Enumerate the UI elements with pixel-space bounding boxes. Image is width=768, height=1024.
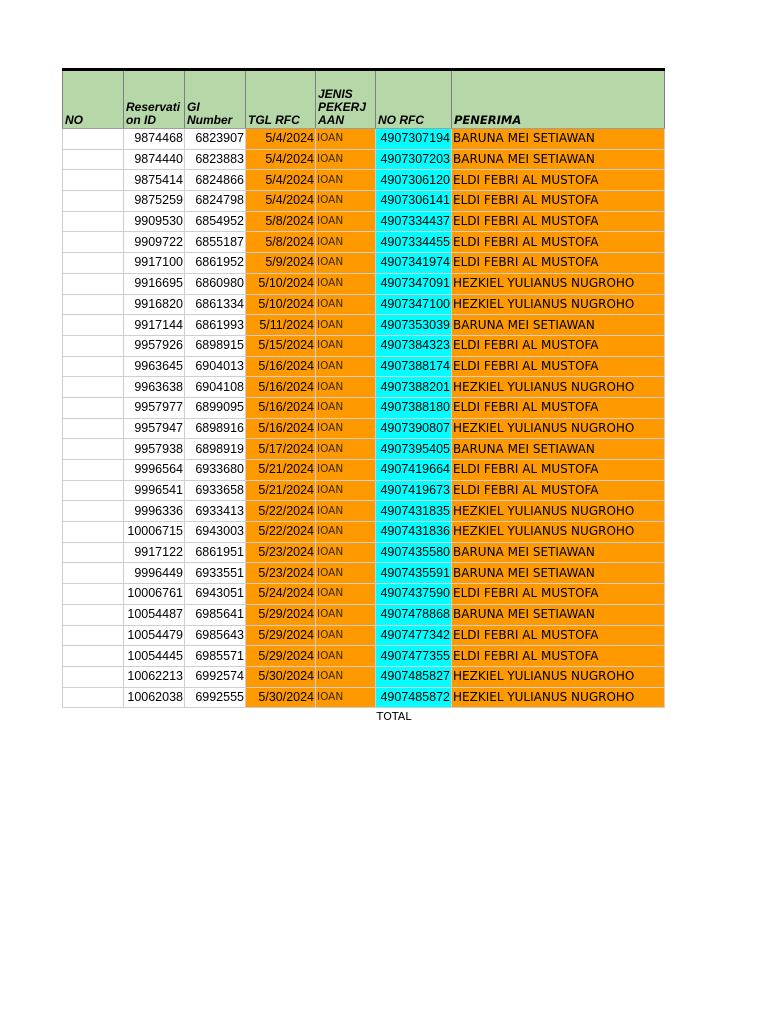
header-reservation-id[interactable]: Reservati on ID (124, 70, 185, 129)
cell-reservation-id[interactable]: 9917144 (124, 315, 185, 336)
cell-gi-number[interactable]: 6898915 (185, 335, 246, 356)
table-row (63, 397, 665, 418)
cell-jenis-pekerjaan[interactable]: IOAN (316, 501, 376, 522)
cell-reservation-id[interactable]: 9916820 (124, 294, 185, 315)
table-row (63, 522, 665, 543)
cell-gi-number[interactable]: 6985571 (185, 646, 246, 667)
cell-gi-number[interactable]: 6899095 (185, 397, 246, 418)
cell-penerima[interactable]: ELDI FEBRI AL MUSTOFA (452, 480, 665, 501)
cell-no-rfc[interactable]: 4907477355 (376, 646, 452, 667)
total-label[interactable]: TOTAL (376, 710, 412, 724)
cell-tgl-rfc[interactable]: 5/15/2024 (246, 335, 316, 356)
cell-no[interactable] (63, 335, 124, 356)
cell-penerima[interactable]: HEZKIEL YULIANUS NUGROHO (452, 377, 665, 398)
cell-reservation-id[interactable]: 9957977 (124, 397, 185, 418)
cell-reservation-id[interactable]: 9957938 (124, 439, 185, 460)
cell-reservation-id[interactable]: 9875414 (124, 170, 185, 191)
header-tgl-rfc[interactable]: TGL RFC (246, 70, 316, 129)
table-body (63, 129, 665, 708)
total-row (63, 708, 665, 727)
cell-reservation-id[interactable]: 10062213 (124, 666, 185, 687)
cell-tgl-rfc[interactable]: 5/4/2024 (246, 129, 316, 150)
cell-no[interactable] (63, 666, 124, 687)
cell-no[interactable] (63, 542, 124, 563)
cell-gi-number[interactable]: 6823883 (185, 149, 246, 170)
cell-reservation-id[interactable]: 10006761 (124, 584, 185, 605)
cell-penerima[interactable]: ELDI FEBRI AL MUSTOFA (452, 625, 665, 646)
cell-penerima[interactable]: ELDI FEBRI AL MUSTOFA (452, 584, 665, 605)
cell-gi-number[interactable]: 6943051 (185, 584, 246, 605)
cell-penerima[interactable]: ELDI FEBRI AL MUSTOFA (452, 335, 665, 356)
cell-no-rfc[interactable]: 4907390807 (376, 418, 452, 439)
cell-no[interactable] (63, 356, 124, 377)
cell-jenis-pekerjaan[interactable]: IOAN (316, 191, 376, 212)
cell-no-rfc[interactable]: 4907435591 (376, 563, 452, 584)
cell-tgl-rfc[interactable]: 5/16/2024 (246, 418, 316, 439)
cell-no[interactable] (63, 397, 124, 418)
cell-reservation-id[interactable]: 9875259 (124, 191, 185, 212)
cell-reservation-id[interactable]: 10054445 (124, 646, 185, 667)
table-row (63, 439, 665, 460)
cell-no-rfc[interactable]: 4907334437 (376, 211, 452, 232)
cell-tgl-rfc[interactable]: 5/29/2024 (246, 646, 316, 667)
cell-no[interactable] (63, 170, 124, 191)
cell-no-rfc[interactable]: 4907306120 (376, 170, 452, 191)
cell-penerima[interactable]: HEZKIEL YULIANUS NUGROHO (452, 418, 665, 439)
table-row (63, 625, 665, 646)
cell-jenis-pekerjaan[interactable]: IOAN (316, 542, 376, 563)
cell-reservation-id[interactable]: 9909722 (124, 232, 185, 253)
cell-tgl-rfc[interactable]: 5/16/2024 (246, 397, 316, 418)
header-row (63, 70, 665, 129)
table-row (63, 149, 665, 170)
cell-jenis-pekerjaan[interactable]: IOAN (316, 232, 376, 253)
cell-gi-number[interactable]: 6898916 (185, 418, 246, 439)
cell-tgl-rfc[interactable]: 5/4/2024 (246, 170, 316, 191)
table-row (63, 232, 665, 253)
cell-reservation-id[interactable]: 9957926 (124, 335, 185, 356)
table-row (63, 273, 665, 294)
cell-penerima[interactable]: BARUNA MEI SETIAWAN (452, 604, 665, 625)
cell-jenis-pekerjaan[interactable]: IOAN (316, 273, 376, 294)
total-spacer (246, 708, 316, 727)
cell-reservation-id[interactable]: 9996449 (124, 563, 185, 584)
table-row (63, 377, 665, 398)
cell-no-rfc[interactable]: 4907431836 (376, 522, 452, 543)
cell-tgl-rfc[interactable]: 5/24/2024 (246, 584, 316, 605)
table-row (63, 418, 665, 439)
cell-reservation-id[interactable]: 9916695 (124, 273, 185, 294)
cell-jenis-pekerjaan[interactable]: IOAN (316, 315, 376, 336)
cell-tgl-rfc[interactable]: 5/4/2024 (246, 149, 316, 170)
cell-penerima[interactable]: ELDI FEBRI AL MUSTOFA (452, 170, 665, 191)
cell-penerima[interactable]: ELDI FEBRI AL MUSTOFA (452, 232, 665, 253)
table-row (63, 129, 665, 150)
table-row (63, 460, 665, 481)
total-spacer (124, 708, 185, 727)
table-row (63, 542, 665, 563)
cell-gi-number[interactable]: 6933413 (185, 501, 246, 522)
table-row (63, 294, 665, 315)
cell-no-rfc[interactable]: 4907347091 (376, 273, 452, 294)
cell-jenis-pekerjaan[interactable]: IOAN (316, 170, 376, 191)
cell-gi-number[interactable]: 6992574 (185, 666, 246, 687)
cell-penerima[interactable]: BARUNA MEI SETIAWAN (452, 315, 665, 336)
cell-penerima[interactable]: BARUNA MEI SETIAWAN (452, 563, 665, 584)
cell-no[interactable] (63, 501, 124, 522)
cell-no-rfc[interactable]: 4907307194 (376, 129, 452, 150)
cell-penerima[interactable]: BARUNA MEI SETIAWAN (452, 542, 665, 563)
table-row (63, 501, 665, 522)
cell-no[interactable] (63, 211, 124, 232)
cell-tgl-rfc[interactable]: 5/29/2024 (246, 625, 316, 646)
header-penerima[interactable]: PENERIMA (452, 70, 665, 129)
cell-no[interactable] (63, 294, 124, 315)
cell-no-rfc[interactable]: 4907435580 (376, 542, 452, 563)
cell-penerima[interactable]: HEZKIEL YULIANUS NUGROHO (452, 501, 665, 522)
cell-reservation-id[interactable]: 9996336 (124, 501, 185, 522)
cell-reservation-id[interactable]: 9874440 (124, 149, 185, 170)
cell-tgl-rfc[interactable]: 5/30/2024 (246, 687, 316, 708)
table-row (63, 646, 665, 667)
total-spacer (316, 708, 376, 727)
cell-no-rfc[interactable]: 4907334455 (376, 232, 452, 253)
table-row (63, 584, 665, 605)
cell-gi-number[interactable]: 6985641 (185, 604, 246, 625)
cell-gi-number[interactable]: 6824866 (185, 170, 246, 191)
cell-penerima[interactable]: ELDI FEBRI AL MUSTOFA (452, 253, 665, 274)
cell-penerima[interactable]: ELDI FEBRI AL MUSTOFA (452, 211, 665, 232)
cell-gi-number[interactable]: 6823907 (185, 129, 246, 150)
cell-penerima[interactable]: BARUNA MEI SETIAWAN (452, 439, 665, 460)
cell-reservation-id[interactable]: 9996564 (124, 460, 185, 481)
cell-penerima[interactable]: HEZKIEL YULIANUS NUGROHO (452, 273, 665, 294)
header-no-rfc[interactable]: NO RFC (376, 70, 452, 129)
cell-tgl-rfc[interactable]: 5/16/2024 (246, 356, 316, 377)
cell-tgl-rfc[interactable]: 5/21/2024 (246, 460, 316, 481)
cell-jenis-pekerjaan[interactable]: IOAN (316, 646, 376, 667)
cell-tgl-rfc[interactable]: 5/10/2024 (246, 273, 316, 294)
cell-penerima[interactable]: HEZKIEL YULIANUS NUGROHO (452, 666, 665, 687)
table-row (63, 604, 665, 625)
cell-gi-number[interactable]: 6861334 (185, 294, 246, 315)
cell-reservation-id[interactable]: 9963638 (124, 377, 185, 398)
cell-no-rfc[interactable]: 4907485827 (376, 666, 452, 687)
cell-reservation-id[interactable]: 9917122 (124, 542, 185, 563)
cell-jenis-pekerjaan[interactable]: IOAN (316, 294, 376, 315)
cell-no[interactable] (63, 232, 124, 253)
cell-tgl-rfc[interactable]: 5/10/2024 (246, 294, 316, 315)
cell-no-rfc[interactable]: 4907477342 (376, 625, 452, 646)
cell-tgl-rfc[interactable]: 5/23/2024 (246, 563, 316, 584)
cell-tgl-rfc[interactable]: 5/9/2024 (246, 253, 316, 274)
cell-gi-number[interactable]: 6904013 (185, 356, 246, 377)
cell-no[interactable] (63, 418, 124, 439)
cell-jenis-pekerjaan[interactable]: IOAN (316, 211, 376, 232)
cell-no[interactable] (63, 563, 124, 584)
cell-no-rfc[interactable]: 4907431835 (376, 501, 452, 522)
total-spacer (452, 708, 665, 727)
cell-reservation-id[interactable]: 10062038 (124, 687, 185, 708)
cell-no[interactable] (63, 522, 124, 543)
cell-no-rfc[interactable]: 4907347100 (376, 294, 452, 315)
cell-gi-number[interactable]: 6985643 (185, 625, 246, 646)
table-row (63, 211, 665, 232)
cell-no-rfc[interactable]: 4907307203 (376, 149, 452, 170)
cell-no[interactable] (63, 129, 124, 150)
cell-no-rfc[interactable]: 4907419673 (376, 480, 452, 501)
cell-penerima[interactable]: ELDI FEBRI AL MUSTOFA (452, 646, 665, 667)
cell-penerima[interactable]: ELDI FEBRI AL MUSTOFA (452, 460, 665, 481)
table-row (63, 191, 665, 212)
cell-tgl-rfc[interactable]: 5/22/2024 (246, 501, 316, 522)
cell-penerima[interactable]: HEZKIEL YULIANUS NUGROHO (452, 687, 665, 708)
cell-no-rfc[interactable]: 4907306141 (376, 191, 452, 212)
cell-tgl-rfc[interactable]: 5/22/2024 (246, 522, 316, 543)
cell-jenis-pekerjaan[interactable]: IOAN (316, 625, 376, 646)
cell-penerima[interactable]: ELDI FEBRI AL MUSTOFA (452, 191, 665, 212)
cell-no[interactable] (63, 315, 124, 336)
cell-jenis-pekerjaan[interactable]: IOAN (316, 418, 376, 439)
cell-gi-number[interactable]: 6992555 (185, 687, 246, 708)
cell-tgl-rfc[interactable]: 5/17/2024 (246, 439, 316, 460)
cell-reservation-id[interactable]: 9874468 (124, 129, 185, 150)
cell-gi-number[interactable]: 6933551 (185, 563, 246, 584)
cell-no[interactable] (63, 273, 124, 294)
cell-no-rfc[interactable]: 4907485872 (376, 687, 452, 708)
cell-tgl-rfc[interactable]: 5/30/2024 (246, 666, 316, 687)
cell-gi-number[interactable]: 6824798 (185, 191, 246, 212)
header-jenis-pekerjaan[interactable]: JENIS PEKERJ AAN (316, 70, 376, 129)
cell-jenis-pekerjaan[interactable]: IOAN (316, 356, 376, 377)
table-row (63, 687, 665, 708)
cell-jenis-pekerjaan[interactable]: IOAN (316, 439, 376, 460)
cell-tgl-rfc[interactable]: 5/4/2024 (246, 191, 316, 212)
cell-no[interactable] (63, 687, 124, 708)
cell-reservation-id[interactable]: 10054487 (124, 604, 185, 625)
table-row (63, 356, 665, 377)
cell-penerima[interactable]: HEZKIEL YULIANUS NUGROHO (452, 294, 665, 315)
cell-gi-number[interactable]: 6860980 (185, 273, 246, 294)
cell-gi-number[interactable]: 6854952 (185, 211, 246, 232)
cell-gi-number[interactable]: 6861993 (185, 315, 246, 336)
table-row (63, 563, 665, 584)
cell-gi-number[interactable]: 6933658 (185, 480, 246, 501)
rfc-table (62, 68, 665, 726)
cell-penerima[interactable]: BARUNA MEI SETIAWAN (452, 149, 665, 170)
cell-gi-number[interactable]: 6904108 (185, 377, 246, 398)
cell-no-rfc[interactable]: 4907388180 (376, 397, 452, 418)
cell-jenis-pekerjaan[interactable]: IOAN (316, 397, 376, 418)
cell-jenis-pekerjaan[interactable]: IOAN (316, 377, 376, 398)
cell-gi-number[interactable]: 6855187 (185, 232, 246, 253)
cell-gi-number[interactable]: 6898919 (185, 439, 246, 460)
cell-reservation-id[interactable]: 9909530 (124, 211, 185, 232)
cell-no[interactable] (63, 480, 124, 501)
cell-reservation-id[interactable]: 9963645 (124, 356, 185, 377)
cell-no-rfc[interactable]: 4907395405 (376, 439, 452, 460)
cell-no-rfc[interactable]: 4907478868 (376, 604, 452, 625)
cell-no[interactable] (63, 253, 124, 274)
cell-gi-number[interactable]: 6861951 (185, 542, 246, 563)
cell-tgl-rfc[interactable]: 5/21/2024 (246, 480, 316, 501)
cell-no[interactable] (63, 377, 124, 398)
cell-jenis-pekerjaan[interactable]: IOAN (316, 687, 376, 708)
cell-reservation-id[interactable]: 10006715 (124, 522, 185, 543)
cell-reservation-id[interactable]: 10054479 (124, 625, 185, 646)
header-gi-number[interactable]: GI Number (185, 70, 246, 129)
cell-jenis-pekerjaan[interactable]: IOAN (316, 522, 376, 543)
total-spacer (185, 708, 246, 727)
cell-reservation-id[interactable]: 9957947 (124, 418, 185, 439)
cell-jenis-pekerjaan[interactable]: IOAN (316, 604, 376, 625)
cell-jenis-pekerjaan[interactable]: IOAN (316, 129, 376, 150)
cell-no-rfc[interactable]: 4907419664 (376, 460, 452, 481)
cell-tgl-rfc[interactable]: 5/29/2024 (246, 604, 316, 625)
cell-tgl-rfc[interactable]: 5/16/2024 (246, 377, 316, 398)
cell-jenis-pekerjaan[interactable]: IOAN (316, 253, 376, 274)
table-row (63, 335, 665, 356)
cell-gi-number[interactable]: 6943003 (185, 522, 246, 543)
cell-no[interactable] (63, 191, 124, 212)
cell-no[interactable] (63, 584, 124, 605)
cell-jenis-pekerjaan[interactable]: IOAN (316, 480, 376, 501)
cell-no[interactable] (63, 625, 124, 646)
cell-tgl-rfc[interactable]: 5/8/2024 (246, 232, 316, 253)
cell-no-rfc[interactable]: 4907388174 (376, 356, 452, 377)
cell-no-rfc[interactable]: 4907341974 (376, 253, 452, 274)
table-row (63, 666, 665, 687)
cell-no-rfc[interactable]: 4907384323 (376, 335, 452, 356)
header-no[interactable]: NO (63, 70, 124, 129)
cell-jenis-pekerjaan[interactable]: IOAN (316, 666, 376, 687)
total-spacer (63, 708, 124, 727)
cell-tgl-rfc[interactable]: 5/23/2024 (246, 542, 316, 563)
cell-jenis-pekerjaan[interactable]: IOAN (316, 460, 376, 481)
cell-no[interactable] (63, 439, 124, 460)
cell-no-rfc[interactable]: 4907388201 (376, 377, 452, 398)
table-row (63, 315, 665, 336)
cell-jenis-pekerjaan[interactable]: IOAN (316, 563, 376, 584)
cell-penerima[interactable]: BARUNA MEI SETIAWAN (452, 129, 665, 150)
cell-no-rfc[interactable]: 4907437590 (376, 584, 452, 605)
cell-penerima[interactable]: HEZKIEL YULIANUS NUGROHO (452, 522, 665, 543)
cell-no-rfc[interactable]: 4907353039 (376, 315, 452, 336)
cell-no[interactable] (63, 460, 124, 481)
cell-tgl-rfc[interactable]: 5/11/2024 (246, 315, 316, 336)
table-row (63, 253, 665, 274)
cell-penerima[interactable]: ELDI FEBRI AL MUSTOFA (452, 397, 665, 418)
cell-jenis-pekerjaan[interactable]: IOAN (316, 149, 376, 170)
cell-jenis-pekerjaan[interactable]: IOAN (316, 335, 376, 356)
cell-no[interactable] (63, 646, 124, 667)
cell-gi-number[interactable]: 6933680 (185, 460, 246, 481)
cell-tgl-rfc[interactable]: 5/8/2024 (246, 211, 316, 232)
cell-jenis-pekerjaan[interactable]: IOAN (316, 584, 376, 605)
table-row (63, 170, 665, 191)
cell-no[interactable] (63, 149, 124, 170)
cell-reservation-id[interactable]: 9996541 (124, 480, 185, 501)
cell-penerima[interactable]: ELDI FEBRI AL MUSTOFA (452, 356, 665, 377)
cell-gi-number[interactable]: 6861952 (185, 253, 246, 274)
cell-reservation-id[interactable]: 9917100 (124, 253, 185, 274)
table-row (63, 480, 665, 501)
cell-no[interactable] (63, 604, 124, 625)
